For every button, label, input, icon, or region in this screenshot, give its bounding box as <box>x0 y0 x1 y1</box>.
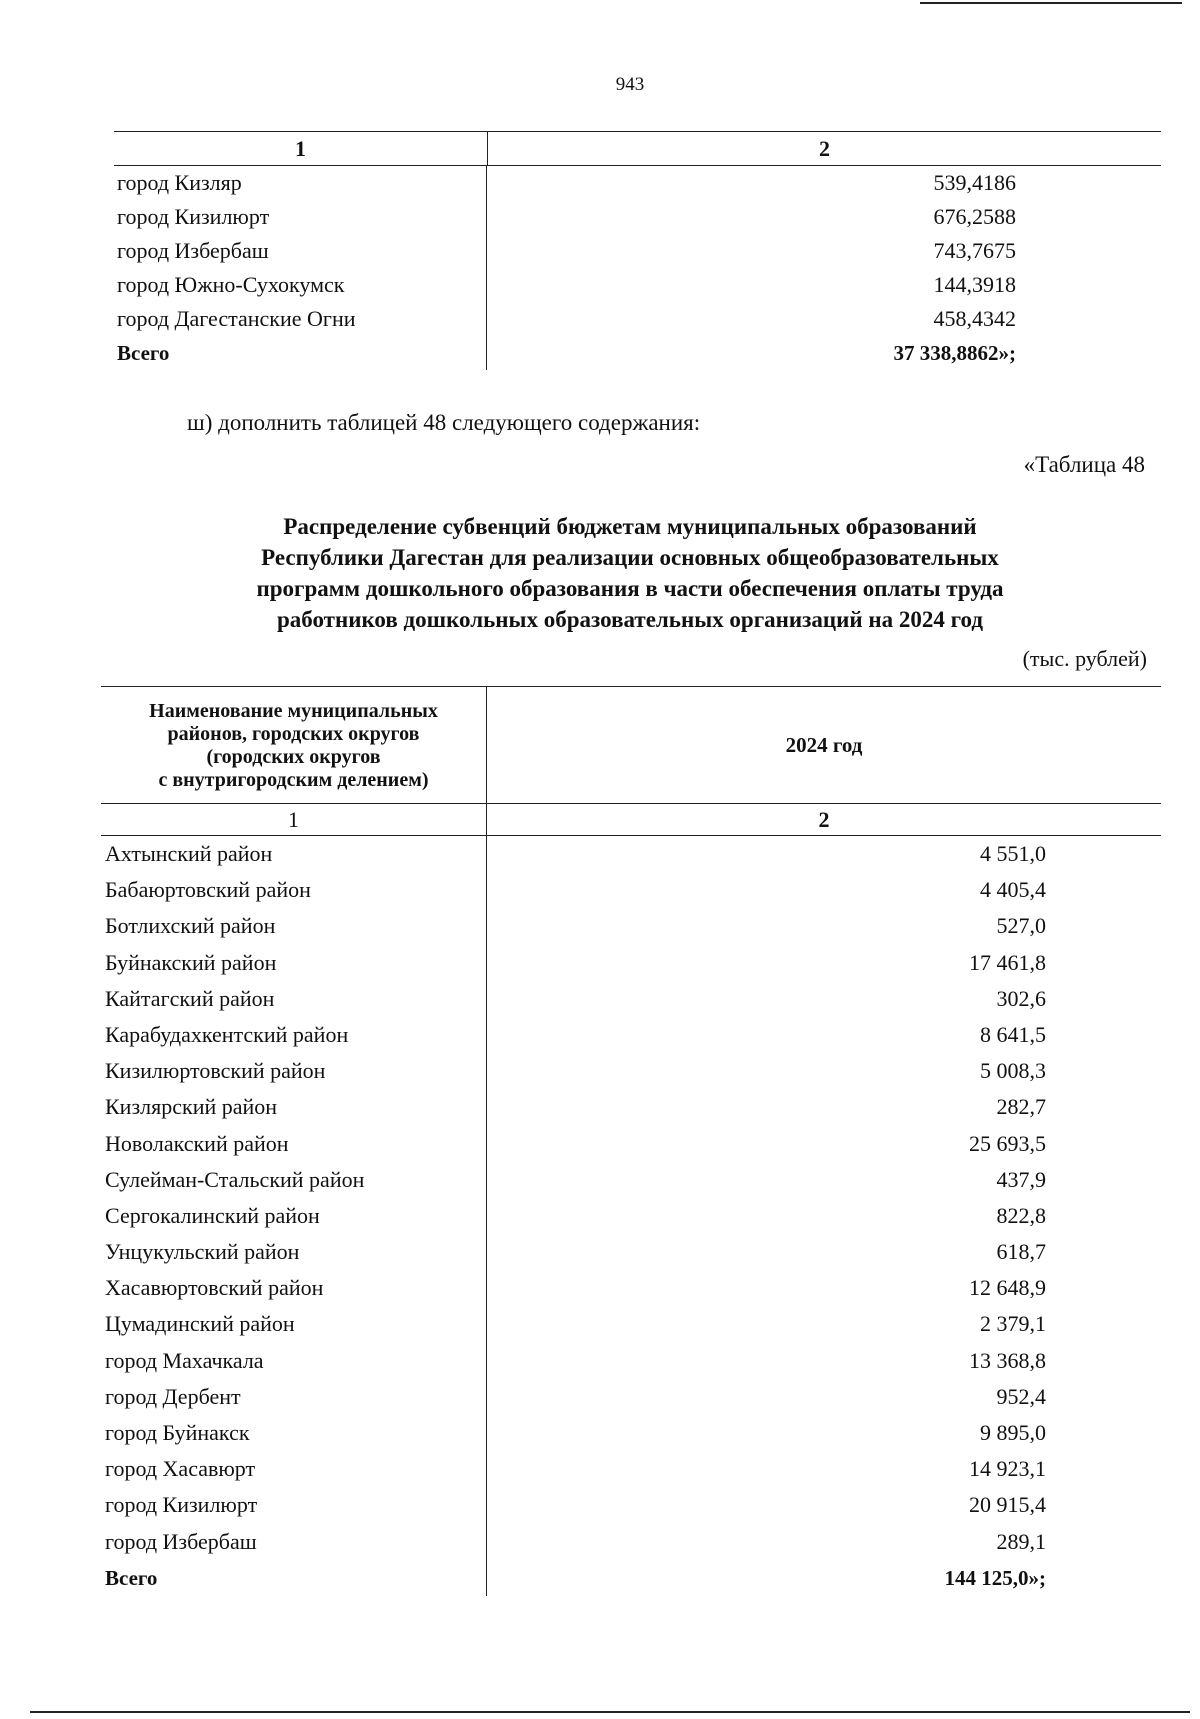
table-row <box>114 234 1161 268</box>
municipality-name: Сулейман-Стальский район <box>101 1162 487 1198</box>
municipality-name: Унцукульский район <box>101 1234 487 1270</box>
municipality-name: Кизилюртовский район <box>101 1053 487 1089</box>
municipality-name: Ахтынский район <box>101 836 487 872</box>
table-row <box>101 1162 1161 1198</box>
municipality-name: город Кизляр <box>114 166 487 200</box>
table-row <box>101 981 1161 1017</box>
amount-value: 17 461,8 <box>969 949 1046 975</box>
table-row <box>114 200 1161 234</box>
continuation-table-body <box>114 166 1161 336</box>
amount-value: 539,4186 <box>933 170 1016 195</box>
continuation-total-row <box>114 336 1161 370</box>
municipality-name: город Буйнакск <box>101 1415 487 1451</box>
amount-value: 25 693,5 <box>969 1130 1046 1156</box>
page-number: 943 <box>615 74 645 95</box>
top-rule <box>920 2 1182 4</box>
municipality-name: город Южно-Сухокумск <box>114 268 487 302</box>
column-numbers-row <box>101 804 1161 836</box>
table-row <box>101 1415 1161 1451</box>
header-line: (городских округов <box>206 746 381 768</box>
municipality-name: Кизлярский район <box>101 1089 487 1125</box>
title-line: Республики Дагестан для реализации основных общеобразовательных <box>261 545 999 570</box>
municipality-name: город Избербаш <box>114 234 487 268</box>
amount-value: 289,1 <box>996 1528 1046 1554</box>
amount-value: 676,2588 <box>933 204 1016 229</box>
table-row <box>101 1089 1161 1125</box>
amount-value: 9 895,0 <box>980 1420 1046 1445</box>
amount-value: 743,7675 <box>933 238 1016 263</box>
municipality-name: город Дербент <box>101 1379 487 1415</box>
units-label: (тыс. рублей) <box>1022 646 1147 671</box>
amount-value: 302,6 <box>996 985 1046 1011</box>
amount-value: 527,0 <box>996 913 1046 939</box>
municipality-name: Хасавюртовский район <box>101 1270 487 1306</box>
table-row <box>114 166 1161 200</box>
table-row <box>101 1198 1161 1234</box>
continuation-table <box>114 131 1161 370</box>
municipality-name: город Дагестанские Огни <box>114 302 487 336</box>
amount-value: 822,8 <box>996 1202 1046 1228</box>
municipality-name: город Кизилюрт <box>101 1487 487 1523</box>
title-line: Распределение субвенций бюджетам муниципальных образований <box>283 514 977 539</box>
table-total-row <box>101 1560 1161 1596</box>
table-row <box>101 908 1161 944</box>
header-line: с внутригородским делением) <box>158 769 429 791</box>
amount-value: 12 648,9 <box>969 1275 1046 1301</box>
municipality-name: Сергокалинский район <box>101 1198 487 1234</box>
header-year: 2024 год <box>785 733 863 757</box>
municipality-name: город Кизилюрт <box>114 200 487 234</box>
instruction-text: ш) дополнить таблицей 48 следующего содержания: <box>187 410 701 435</box>
table-row <box>114 268 1161 302</box>
total-value: 144 125,0»; <box>944 1565 1046 1590</box>
municipality-name: Буйнакский район <box>101 945 487 981</box>
table-row <box>101 1451 1161 1487</box>
header-municipality <box>101 687 487 803</box>
continuation-table-header <box>114 132 1161 166</box>
municipality-name: город Хасавюрт <box>101 1451 487 1487</box>
table-row <box>101 1306 1161 1342</box>
header-line: Наименование муниципальных <box>149 700 438 722</box>
table-row <box>101 836 1161 872</box>
municipality-name: город Махачкала <box>101 1343 487 1379</box>
title-line: работников дошкольных образовательных организаций на 2024 год <box>276 607 984 632</box>
total-label: Всего <box>114 336 487 370</box>
table-row <box>101 945 1161 981</box>
column-number-2: 2 <box>818 807 830 832</box>
amount-value: 144,3918 <box>933 272 1016 297</box>
column-number-1: 1 <box>101 804 487 835</box>
table-header <box>101 687 1161 804</box>
amount-value: 618,7 <box>996 1239 1046 1265</box>
municipality-name: Бабаюртовский район <box>101 872 487 908</box>
amount-value: 282,7 <box>996 1094 1046 1120</box>
table-row <box>101 1524 1161 1560</box>
column-number-2: 2 <box>819 136 830 161</box>
amount-value: 4 405,4 <box>980 877 1046 903</box>
bottom-rule <box>30 1711 1190 1713</box>
municipality-name: Цумадинский район <box>101 1306 487 1342</box>
table-row <box>114 302 1161 336</box>
total-value: 37 338,8862»; <box>893 341 1016 365</box>
municipality-name: Кайтагский район <box>101 981 487 1017</box>
table-row <box>101 1343 1161 1379</box>
amount-value: 952,4 <box>996 1383 1046 1409</box>
amount-value: 4 551,0 <box>980 841 1046 866</box>
table-title <box>100 511 1160 635</box>
column-number-1: 1 <box>114 132 488 165</box>
header-line: районов, городских округов <box>167 723 420 745</box>
table-row <box>101 1270 1161 1306</box>
table-row <box>101 1017 1161 1053</box>
municipality-name: Карабудахкентский район <box>101 1017 487 1053</box>
table-row <box>101 1053 1161 1089</box>
amount-value: 8 641,5 <box>980 1021 1046 1047</box>
amount-value: 437,9 <box>996 1166 1046 1192</box>
table-row <box>101 1487 1161 1523</box>
municipality-name: Ботлихский район <box>101 908 487 944</box>
table-row <box>101 872 1161 908</box>
amount-value: 2 379,1 <box>980 1311 1046 1337</box>
table-row <box>101 1126 1161 1162</box>
municipality-name: город Избербаш <box>101 1524 487 1560</box>
table-label: «Таблица 48 <box>1023 452 1145 477</box>
municipality-name: Новолакский район <box>101 1126 487 1162</box>
amount-value: 13 368,8 <box>969 1347 1046 1373</box>
amount-value: 5 008,3 <box>980 1058 1046 1084</box>
total-label: Всего <box>101 1560 487 1596</box>
amount-value: 458,4342 <box>933 306 1016 331</box>
table-row <box>101 1234 1161 1270</box>
amount-value: 20 915,4 <box>969 1492 1046 1518</box>
amount-value: 14 923,1 <box>969 1456 1046 1482</box>
title-line: программ дошкольного образования в части обеспечения оплаты труда <box>256 576 1004 601</box>
table-row <box>101 1379 1161 1415</box>
subvention-table <box>101 686 1161 1596</box>
table-body <box>101 836 1161 1560</box>
